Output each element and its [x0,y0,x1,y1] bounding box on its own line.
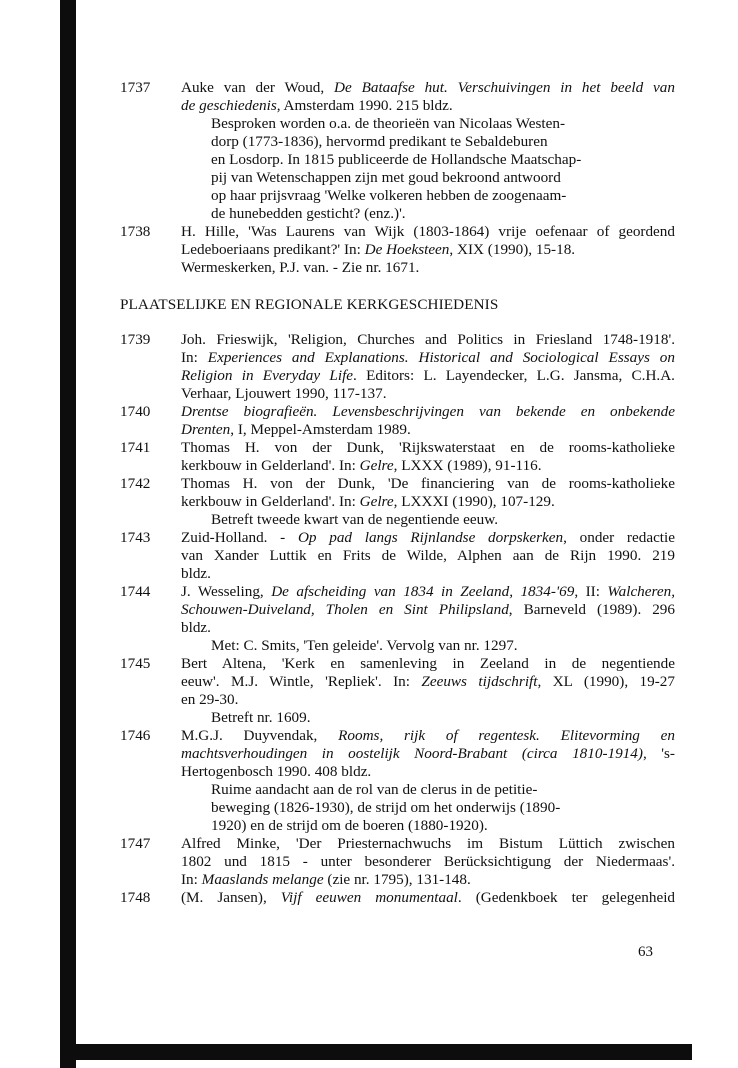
entry-text-line [181,475,675,493]
text-run: J. Wesseling, [181,583,272,600]
text-run: kerkbouw in Gelderland'. In: [181,493,360,510]
text-run: Wermeskerken, P.J. van. - Zie nr. 1671. [181,259,420,276]
entry-text-line [181,367,675,385]
italic-title: Maaslands melange [201,871,324,888]
text-run: dorp (1773-1836), hervormd predikant te Sebaldeburen [211,133,548,150]
entry-number: 1744 [120,583,151,600]
entry-text-line [181,871,675,889]
text-run: Joh. Frieswijk, 'Religion, Churches and Politics in Friesland 1748-1918'. [181,331,675,348]
text-run: Bert Altena, 'Kerk en samenleving in Zeeland in de negentiende [181,655,675,672]
italic-title: Rooms, rijk of regentesk. Elitevorming en [338,727,675,744]
entry-text-line [181,601,675,619]
text-run: Thomas H. von der Dunk, 'Rijkswaterstaat en de rooms-katholieke [181,439,675,456]
entry-text-line [181,403,675,421]
entry-1740 [120,403,675,439]
italic-title: Zeeuws tijdschrift [421,673,538,690]
entry-1739 [120,331,675,403]
entry-text-line [181,457,675,475]
scan-border-left [60,0,76,1068]
section-heading: PLAATSELIJKE EN REGIONALE KERKGESCHIEDENIS [120,296,499,313]
entries-before-heading [120,79,675,277]
text-run: Alfred Minke, 'Der Priesternachwuchs im Bistum Lüttich zwischen [181,835,675,852]
entry-1745 [120,655,675,727]
text-run: Ledeboeriaans predikant?' In: [181,241,365,258]
text-run: , onder redactie [563,529,675,546]
entry-text-line [181,619,675,637]
italic-title: Schouwen-Duiveland, Tholen en Sint Philipsland [181,601,509,618]
entry-text-line [181,529,675,547]
entry-1743 [120,529,675,583]
entry-number: 1747 [120,835,151,852]
italic-title: Drenten [181,421,231,438]
entry-annotation-line [181,781,675,799]
entry-number: 1737 [120,79,151,96]
text-run: de hunebedden gesticht? (enz.)'. [211,205,406,222]
entries-after-heading [120,331,675,907]
entry-text-line [181,493,675,511]
text-run: , XIX (1990), 15-18. [449,241,576,258]
text-run: en 29-30. [181,691,239,708]
text-run: In: [181,349,208,366]
text-run: Besproken worden o.a. de theorieën van Nicolaas Westen- [211,115,566,132]
italic-title: De afscheiding van 1834 in Zeeland, 1834-'69 [271,583,575,600]
italic-title: Gelre [359,493,394,510]
text-run: 1920) en de strijd om de boeren (1880-1920). [211,817,488,834]
text-run: Verhaar, Ljouwert 1990, 117-137. [181,385,387,402]
entry-text-line [181,691,675,709]
entry-number: 1741 [120,439,151,456]
entry-1737 [120,79,675,223]
italic-title: De Hoeksteen [364,241,450,258]
text-run: Ruime aandacht aan de rol van de clerus in de petitie- [211,781,538,798]
entry-annotation-line [181,115,675,133]
text-run: op haar prijsvraag 'Welke volkeren hebben de zoogenaam- [211,187,567,204]
text-run: Betreft tweede kwart van de negentiende eeuw. [211,511,499,528]
text-run: M.G.J. Duyvendak, [181,727,339,744]
entry-text-line [181,673,675,691]
italic-title: Experiences and Explanations. Historical and Sociological Essays on [207,349,675,366]
text-run: . Editors: L. Layendecker, L.G. Jansma, C.H.A. [353,367,675,384]
italic-title: Drentse biografieën. Levensbeschrijvingen van bekende en onbekende [181,403,675,420]
entry-text-line [181,889,675,907]
entry-annotation-line [181,709,675,727]
entry-text-line [181,853,675,871]
entry-text-line [181,79,675,97]
text-run: Zuid-Holland. - [181,529,298,546]
text-run: H. Hille, 'Was Laurens van Wijk (1803-1864) vrije oefenaar of geordend [181,223,675,240]
entry-annotation-line [181,205,675,223]
text-run: en Losdorp. In 1815 publiceerde de Hollandsche Maatschap- [211,151,582,168]
entry-text-line [181,547,675,565]
text-run: eeuw'. M.J. Wintle, 'Repliek'. In: [181,673,422,690]
italic-title: machtsverhoudingen in oostelijk Noord-Brabant (circa 1810-1914) [181,745,643,762]
entry-1742 [120,475,675,529]
entry-1744 [120,583,675,655]
text-run: (zie nr. 1795), 131-148. [323,871,471,888]
entry-text-line [181,241,675,259]
entry-annotation-line [181,637,675,655]
text-run: Thomas H. von der Dunk, 'De financiering van de rooms-katholieke [181,475,675,492]
entry-text-line [181,565,675,583]
italic-title: Walcheren, [607,583,675,600]
entry-annotation-line [181,169,675,187]
entry-annotation-line [181,817,675,835]
text-run: , LXXXI (1990), 107-129. [393,493,555,510]
entry-number: 1743 [120,529,151,546]
italic-title: Religion in Everyday Life [181,367,354,384]
entry-number: 1742 [120,475,151,492]
italic-title: Vijf eeuwen monumentaal [280,889,458,906]
entry-1738 [120,223,675,277]
entry-text-line [181,223,675,241]
entry-text-line [181,385,675,403]
entry-text-line [181,655,675,673]
text-run: Betreft nr. 1609. [211,709,311,726]
entry-text-line [181,835,675,853]
entry-annotation-line [181,151,675,169]
entry-annotation-line [181,511,675,529]
entry-number: 1739 [120,331,151,348]
text-run: beweging (1826-1930), de strijd om het onderwijs (1890- [211,799,561,816]
text-run: van Xander Luttik en Frits de Wilde, Alphen aan de Rijn 1990. 219 [181,547,675,564]
entry-text-line [181,97,675,115]
text-run: bldz. [181,565,211,582]
entry-1747 [120,835,675,889]
entry-annotation-line [181,133,675,151]
entry-number: 1746 [120,727,151,744]
text-run: . (Gedenkboek ter gelegenheid [457,889,676,906]
italic-title: Op pad langs Rijnlandse dorpskerken [297,529,564,546]
text-run: , I, Meppel-Amsterdam 1989. [230,421,411,438]
text-run: kerkbouw in Gelderland'. In: [181,457,360,474]
entry-text-line [181,745,675,763]
text-run: , 's- [642,745,675,762]
italic-title: De Bataafse hut. Verschuivingen in het beeld van [334,79,675,96]
entry-1748 [120,889,675,907]
text-run: Met: C. Smits, 'Ten geleide'. Vervolg van nr. 1297. [211,637,518,654]
entry-annotation-line [181,187,675,205]
scan-border-bottom [60,1044,692,1060]
entry-text-line [181,727,675,745]
entry-text-line [181,421,675,439]
text-run: , II: [574,583,608,600]
entry-1741 [120,439,675,475]
entry-text-line [181,331,675,349]
text-run: bldz. [181,619,211,636]
entry-text-line [181,259,675,277]
entry-text-line [181,349,675,367]
text-run: , LXXX (1989), 91-116. [393,457,542,474]
italic-title: de geschiedenis [181,97,277,114]
text-run: 1802 und 1815 - unter besonderer Berücksichtigung der Niedermaas'. [181,853,675,870]
entry-number: 1745 [120,655,151,672]
entry-number: 1740 [120,403,151,420]
page-number: 63 [638,944,653,960]
entry-text-line [181,583,675,601]
text-run: , Amsterdam 1990. 215 bldz. [276,97,453,114]
entry-annotation-line [181,799,675,817]
entry-text-line [181,439,675,457]
text-run: pij van Wetenschappen zijn met goud bekroond antwoord [211,169,561,186]
text-run: Auke van der Woud, [181,79,335,96]
italic-title: Gelre [359,457,394,474]
entry-1746 [120,727,675,835]
text-run: , Barneveld (1989). 296 [508,601,675,618]
text-run: , XL (1990), 19-27 [537,673,675,690]
entry-text-line [181,763,675,781]
entry-number: 1748 [120,889,151,906]
text-run: (M. Jansen), [181,889,281,906]
text-run: In: [181,871,202,888]
text-run: Hertogenbosch 1990. 408 bldz. [181,763,372,780]
bibliography-page [120,79,675,907]
entry-number: 1738 [120,223,151,240]
